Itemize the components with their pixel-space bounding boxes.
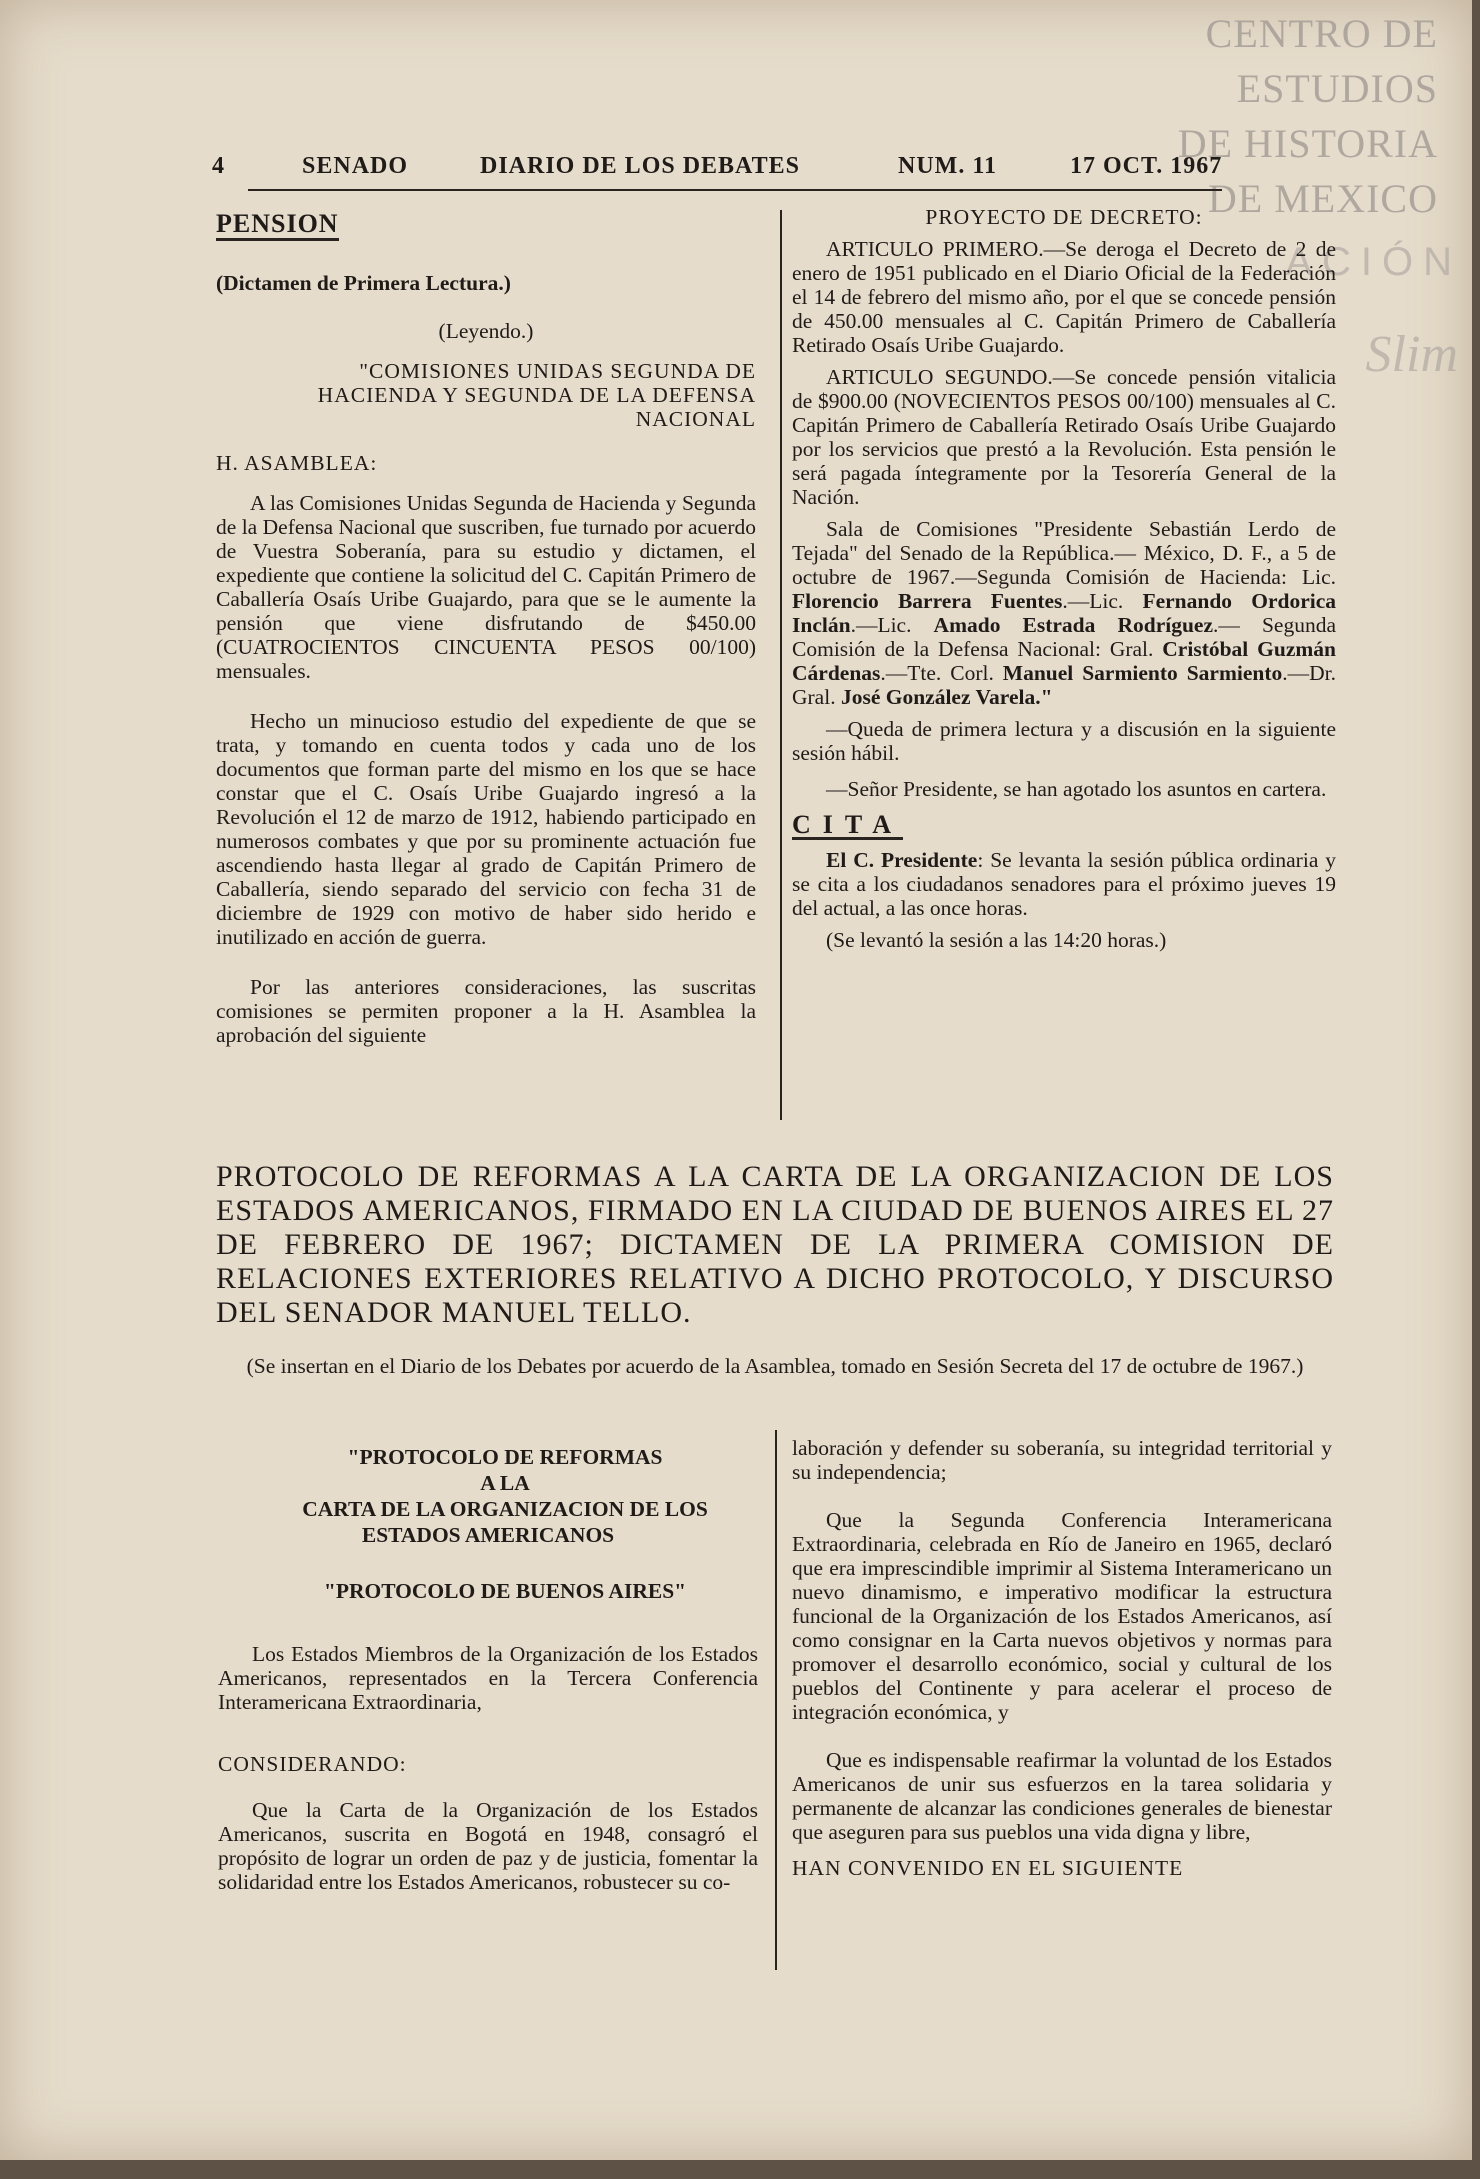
salutation: H. ASAMBLEA: (216, 451, 378, 475)
protocolo-title: PROTOCOLO DE REFORMAS A LA CARTA DE LA ORGANIZACION DE LOS ESTADOS AMERICANOS, FIRMADO EN LA CIUDAD DE BUENOS AIRES EL 27 DE FEBRERO DE 1967; DICTAMEN DE LA PRIMERA COMISION DE RELACIONES EXTERIORES RELATIVO A DICHO PROTOCOLO, Y DISCURSO DEL SENADOR MANUEL TELLO. (216, 1160, 1334, 1329)
articulo-primero: ARTICULO PRIMERO.—Se deroga el Decreto de 2 de enero de 1951 publicado en el Diario Oficial de la Federación el 14 de febrero del mismo año, por el que se concede pensión de 450.00 mensuales al C. Capitán Primero de Caballería Retirado Osaís Uribe Guajardo. (792, 237, 1336, 357)
separator: .—Lic. (1062, 589, 1143, 613)
paragraph: Por las anteriores consideraciones, las suscritas comisiones se permiten proponer a la H. Asamblea la aprobación del siguiente (216, 975, 756, 1047)
queda-note: —Queda de primera lectura y a discusión en la siguiente sesión hábil. (792, 717, 1336, 765)
column-divider (780, 210, 782, 1120)
considerando-heading: CONSIDERANDO: (218, 1752, 407, 1776)
dictamen-label: (Dictamen de Primera Lectura.) (216, 271, 511, 295)
protocolo-subheading: "PROTOCOLO DE BUENOS AIRES" (323, 1579, 687, 1603)
protocolo-right-column (792, 1436, 1332, 1892)
protocolo-left-column (218, 1444, 758, 1906)
watermark-side-text: ACIÓN (1285, 240, 1462, 284)
watermark-line: DE HISTORIA (1177, 121, 1438, 166)
archive-watermark (1138, 6, 1438, 226)
header-date: 17 OCT. 1967 (1070, 153, 1223, 179)
leyendo-note: (Leyendo.) (438, 319, 534, 343)
paragraph: Hecho un minucioso estudio del expediente de que se trata, y tomando en cuenta todos y cada uno de los documentos que forman parte del mismo en los que se hace constar que el C. Osaís Uribe Guajardo ingresó a la Revolución el 12 de marzo de 1912, habiendo participado en numerosos combates y que por su prominente actuación fue ascendiendo hasta llegar al grado de Capitán Primero de Caballería, siendo separado del servicio con fecha 31 de diciembre de 1929 con motivo de haber sido herido e inutilizado en acción de guerra. (216, 709, 756, 949)
signer-name: Amado Estrada Rodríguez (933, 613, 1213, 637)
paragraph: A las Comisiones Unidas Segunda de Hacienda y Segunda de la Defensa Nacional que suscriben, fue turnado por acuerdo de Vuestra Soberanía, para su estudio y dictamen, el expediente que contiene la solicitud del C. Capitán Primero de Caballería Osaís Uribe Guajardo, para que se le aumente la pensión que viene disfrutando de $450.00 (CUATROCIENTOS CINCUENTA PESOS 00/100) mensuales. (216, 491, 756, 683)
signer-name: Fernando Ordorica Inclán (792, 589, 1337, 637)
section-title: PENSION (216, 212, 339, 241)
paragraph: laboración y defender su soberanía, su integridad territorial y su independencia; (792, 1436, 1332, 1484)
protocolo-heading: A LA (480, 1471, 530, 1495)
levanto-note: (Se levantó la sesión a las 14:20 horas.) (826, 928, 1167, 952)
right-column (792, 205, 1336, 952)
presidente-label: El C. Presidente (826, 848, 978, 872)
watermark-line: ESTUDIOS (1236, 66, 1438, 111)
articulo-segundo: ARTICULO SEGUNDO.—Se concede pensión vitalicia de $900.00 (NOVECIENTOS PESOS 00/100) mensuales al C. Capitán Primero de Caballería Retirado Osaís Uribe Guajardo por los servicios que prestó a la Revolución. Esta pensión le será pagada íntegramente por la Tesorería General de la Nación. (792, 365, 1336, 509)
paragraph: Que la Segunda Conferencia Interamericana Extraordinaria, celebrada en Río de Janeiro en 1965, declaró que era imprescindible imprimir al Sistema Interamericano un nuevo dinamismo, e imperativo modificar la estructura funcional de la Organización de los Estados Americanos, así como consignar en la Carta nuevos objetivos y normas para promover el desarrollo económico, social y cultural de los pueblos del Continente y para acelerar el proceso de integración económica, y (792, 1508, 1332, 1724)
signatures-paragraph (792, 517, 1336, 709)
proyecto-heading: PROYECTO DE DECRETO: (925, 205, 1203, 229)
presidente-text: : Se levanta la sesión pública ordinaria y se cita a los ciudadanos senadores para el próximo jueves 19 del actual, a las once horas. (792, 848, 1336, 920)
separator: .—Lic. (850, 613, 934, 637)
signer-name: Manuel Sarmiento Sarmiento (1002, 661, 1283, 685)
senor-note: —Señor Presidente, se han agotado los asuntos en cartera. (826, 777, 1327, 801)
separator: .— Segunda Comisión de la Defensa Nacional: Gral. (792, 613, 1336, 661)
left-column (216, 209, 756, 1059)
closing-line: HAN CONVENIDO EN EL SIGUIENTE (792, 1856, 1184, 1880)
column-divider (775, 1430, 777, 1970)
signer-name: Cristóbal Guzmán Cárdenas (792, 637, 1336, 685)
page-header (212, 145, 1222, 187)
header-issue: NUM. 11 (898, 153, 997, 179)
presidente-paragraph (792, 848, 1336, 920)
comisiones-heading: "COMISIONES UNIDAS SEGUNDA DE HACIENDA Y SEGUNDA DE LA DEFENSA NACIONAL (317, 359, 756, 431)
protocolo-heading: "PROTOCOLO DE REFORMAS (347, 1445, 663, 1469)
paragraph: Los Estados Miembros de la Organización de los Estados Americanos, representados en la Tercera Conferencia Interamericana Extraordinaria, (218, 1642, 758, 1714)
protocolo-heading: CARTA DE LA ORGANIZACION DE LOS ESTADOS AMERICANOS (302, 1497, 708, 1547)
watermark-signature: Slim (1365, 326, 1458, 383)
header-chamber: SENADO (302, 153, 409, 179)
separator: .—Tte. Corl. (880, 661, 1003, 685)
sala-intro: Sala de Comisiones "Presidente Sebastián Lerdo de Tejada" del Senado de la República.— México, D. F., a 5 de octubre de 1967.—Segunda Comisión de Hacienda: Lic. (792, 517, 1336, 589)
paragraph: Que la Carta de la Organización de los Estados Americanos, suscrita en Bogotá en 1948, consagró el propósito de lograr un orden de paz y de justicia, fomentar la solidaridad entre los Estados Americanos, robustecer su co- (218, 1798, 758, 1894)
header-publication: DIARIO DE LOS DEBATES (480, 153, 800, 179)
watermark-line: CENTRO DE (1205, 11, 1438, 56)
protocolo-note: (Se insertan en el Diario de los Debates por acuerdo de la Asamblea, tomado en Sesión Secreta del 17 de octubre de 1967.) (246, 1354, 1304, 1378)
signer-name: José González Varela." (840, 685, 1053, 709)
header-rule (248, 189, 1222, 191)
signer-name: Florencio Barrera Fuentes (792, 589, 1063, 613)
page-number: 4 (212, 153, 225, 179)
separator: .—Dr. Gral. (792, 661, 1336, 709)
cita-title: CITA (792, 810, 904, 839)
paragraph: Que es indispensable reafirmar la voluntad de los Estados Americanos de unir sus esfuerzos en la tarea solidaria y permanente de alcanzar las condiciones generales de bienestar que aseguren para sus pueblos una vida digna y libre, (792, 1748, 1332, 1844)
watermark-line: DE MEXICO (1207, 176, 1438, 221)
